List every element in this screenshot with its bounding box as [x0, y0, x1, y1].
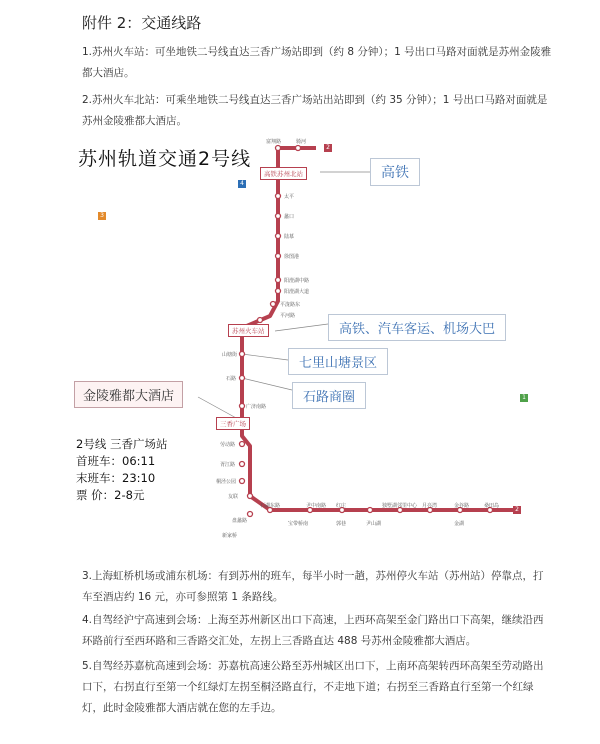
station-label: 桐泾公园 — [216, 479, 237, 485]
station-label: 盘蠡路 — [232, 518, 248, 524]
line-4-badge: 4 — [238, 180, 246, 188]
station-sanxiang-box: 三香广场 — [216, 417, 250, 430]
station-label: 阳澄湖中路 — [284, 278, 310, 284]
callout-shilu: 石路商圈 — [292, 382, 366, 409]
map-title: 苏州轨道交通2号线 — [78, 148, 252, 170]
station-label: 尹山湖 — [366, 521, 382, 527]
service-info — [76, 436, 167, 504]
station-label: 宝带桥南 — [288, 521, 309, 527]
callout-shantang: 七里山塘景区 — [288, 348, 388, 375]
route-train-station: 1.苏州火车站：可坐地铁二号线直达三香广场站即到（约 8 分钟）；1 号出口马路对面就是苏州金陵雅都大酒店。 — [82, 46, 552, 79]
station-label: 广济南路 — [246, 404, 267, 410]
route-huning-expressway: 4.自驾经沪宁高速到会场：上海至苏州新区出口下高速，上西环高架至金门路出口下高架，继续沿西环路前行至西环路和三香路交汇处，左拐上三香路直达 488 号苏州金陵雅都大酒店。 — [82, 614, 544, 647]
station-label: 太平 — [284, 194, 295, 200]
station-label: 金谷路 — [454, 503, 470, 509]
station-label: 徐图港 — [284, 254, 300, 260]
page-heading: 附件 2：交通线路 — [82, 14, 202, 32]
station-label: 新家桥 — [222, 533, 238, 539]
station-label: 石湖东路 — [260, 503, 281, 509]
callout-gaotie: 高铁 — [370, 158, 420, 186]
station-label: 山塘街 — [222, 352, 238, 358]
route-north-station: 2.苏州火车北站：可乘坐地铁二号线直达三香广场站出站即到（约 35 分钟）；1 号出口马路对面就是苏州金陵雅都大酒店。 — [82, 94, 548, 127]
station-train-box: 苏州火车站 — [228, 324, 269, 337]
station-label: 平泷路东 — [280, 302, 301, 308]
station-label: 富翔路 — [266, 139, 282, 145]
route-sujiahang-expressway: 5.自驾经苏嘉杭高速到会场：苏嘉杭高速公路至苏州城区出口下，上南环高架转西环高架至劳动路出口下，右拐直行至第一个红绿灯左拐至桐泾路直行，不走地下道；右拐至三香路直行至第一个红绿灯，此时金陵雅都大酒店就在您的左手边。 — [82, 660, 544, 714]
station-label: 蠡口 — [284, 214, 295, 220]
info-fare: 票 价：2-8元 — [76, 488, 145, 502]
route-airport: 3.上海虹桥机场或浦东机场：有到苏州的班车，每半小时一趟，苏州停火车站（苏州站）停靠点，打车至酒店约 16 元，亦可参照第 1 条路线。 — [82, 570, 544, 603]
station-label: 金湖 — [454, 521, 465, 527]
station-label: 独墅湖邻里中心 — [382, 503, 418, 509]
info-first-train: 首班车：06:11 — [76, 454, 156, 468]
station-north-box: 高铁苏州北站 — [260, 167, 307, 180]
station-label: 陆慕 — [284, 234, 295, 240]
station-label: 劳动路 — [220, 442, 236, 448]
line-3-badge: 3 — [98, 212, 106, 220]
station-label: 骑河 — [296, 139, 307, 145]
info-line: 2号线 三香广场站 — [76, 437, 168, 451]
line-2-end-badge: 2 — [513, 506, 521, 514]
station-label: 石路 — [226, 376, 237, 382]
line-1-badge: 1 — [520, 394, 528, 402]
station-label: 桑田岛 — [484, 503, 500, 509]
callout-train-station: 高铁、汽车客运、机场大巴 — [328, 314, 506, 341]
station-label: 友联 — [228, 494, 239, 500]
station-label: 尹中南路 — [306, 503, 327, 509]
station-label: 郭巷 — [336, 521, 347, 527]
line-2-badge: 2 — [324, 144, 332, 152]
station-label: 月亮湾 — [422, 503, 438, 509]
info-last-train: 末班车：23:10 — [76, 471, 156, 485]
station-label: 阳澄湖大道 — [284, 289, 310, 295]
hotel-label: 金陵雅都大酒店 — [74, 381, 183, 408]
metro-map — [70, 136, 535, 564]
station-label: 红庄 — [336, 503, 347, 509]
station-label: 胥江路 — [220, 462, 236, 468]
station-label: 平河路 — [280, 313, 296, 319]
